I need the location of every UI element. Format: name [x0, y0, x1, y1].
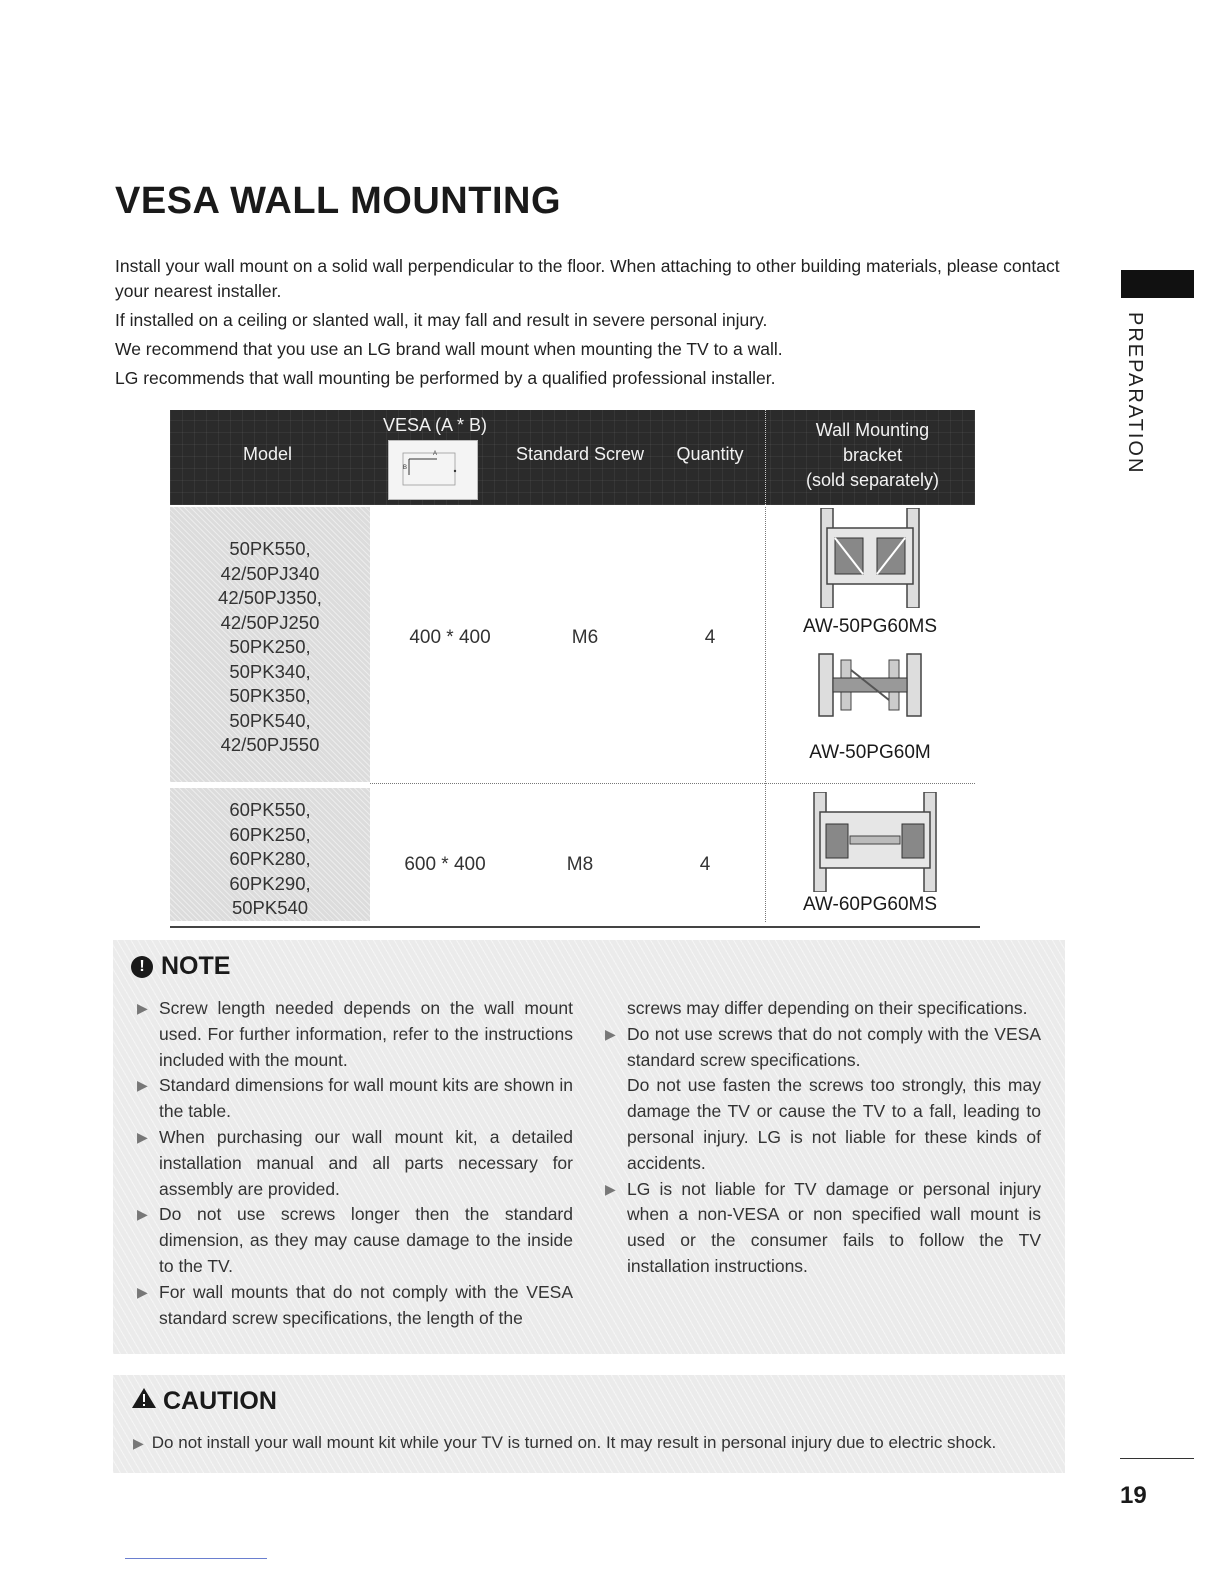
caution-title: CAUTION	[163, 1387, 277, 1415]
bracket-model: AW-50PG60M	[809, 742, 931, 763]
header-divider	[765, 410, 766, 505]
header-bracket	[790, 418, 955, 493]
model-name: 50PK350,	[229, 685, 311, 706]
table-bottom-rule	[170, 926, 980, 928]
intro-paragraph: LG recommends that wall mounting be performed by a qualified professional installer.	[115, 368, 776, 388]
footer-line	[125, 1558, 267, 1559]
screw-cell: M8	[566, 854, 594, 875]
model-list-cell	[170, 507, 370, 782]
model-name: 60PK280,	[229, 848, 311, 869]
arrow-right-icon: ▶	[137, 1000, 148, 1016]
caution-item: ▶ Do not install your wall mount kit while your TV is turned on. It may result in personal injury due to electric shock.	[133, 1433, 997, 1452]
model-name: 42/50PJ550	[220, 734, 320, 755]
quantity-cell: 4	[699, 854, 711, 875]
arrow-right-icon: ▶	[605, 1180, 616, 1197]
note-title: NOTE	[161, 952, 231, 980]
model-name: 50PK540	[231, 897, 309, 918]
vesa-diagram-icon	[388, 440, 478, 500]
model-name: 50PK540,	[229, 709, 311, 731]
header-vesa: VESA (A * B)	[382, 415, 488, 435]
header-bracket-line: bracket	[842, 445, 903, 465]
model-name: 50PK340,	[229, 660, 311, 682]
note-item: ▶ Screw length needed depends on the wall mount used. For further information, refer to the instructions included with the mount.	[137, 998, 573, 1070]
page-title: VESA WALL MOUNTING	[115, 180, 561, 222]
caution-box	[113, 1375, 1065, 1473]
row-divider	[370, 783, 975, 784]
note-item: ▶ Do not use screws longer then the standard dimension, as they may cause damage to the inside to the TV.	[137, 1204, 573, 1276]
column-divider	[765, 507, 766, 922]
model-list-cell	[170, 788, 370, 921]
screw-cell: M6	[571, 627, 599, 648]
note-item: ▶ Standard dimensions for wall mount kits are shown in the table.	[137, 1075, 573, 1122]
header-quantity: Quantity	[676, 444, 744, 464]
model-name: 60PK250,	[229, 823, 311, 845]
intro-paragraph: If installed on a ceiling or slanted wall, it may fall and result in severe personal injury.	[115, 310, 768, 330]
bracket-illustration	[815, 650, 925, 725]
header-model: Model	[242, 444, 293, 464]
page-number: 19	[1120, 1482, 1147, 1509]
svg-text:A: A	[433, 451, 438, 457]
quantity-cell: 4	[704, 627, 716, 648]
bracket-illustration	[810, 792, 940, 897]
arrow-right-icon: ▶	[133, 1435, 144, 1451]
vesa-table	[170, 410, 975, 930]
intro-paragraph: Install your wall mount on a solid wall perpendicular to the floor. When attaching to other building materials, please contact your nearest installer.	[115, 256, 1060, 301]
note-continuation: screws may differ depending on their specifications.	[627, 998, 1028, 1018]
model-name: 42/50PJ250	[220, 611, 320, 633]
bracket-model: AW-60PG60MS	[802, 894, 938, 915]
model-name: 50PK250,	[229, 636, 311, 657]
model-name: 60PK290,	[229, 872, 311, 894]
note-item: ▶ LG is not liable for TV damage or personal injury when a non-VESA or non specified wall mount is used or the consumer fails to follow the TV installation instructions.	[605, 1178, 1041, 1276]
bracket-illustration	[815, 508, 925, 613]
svg-text:B: B	[403, 465, 408, 471]
arrow-right-icon: ▶	[137, 1077, 148, 1094]
note-heading	[131, 952, 230, 981]
table-header	[170, 410, 975, 505]
note-item: ▶ Do not use screws that do not comply with the VESA standard screw specifications.	[605, 1023, 1041, 1070]
warning-triangle-icon	[131, 1387, 157, 1416]
note-column-left	[133, 996, 573, 1331]
header-standard-screw: Standard Screw	[515, 444, 645, 464]
intro-paragraph: We recommend that you use an LG brand wall mount when mounting the TV to a wall.	[115, 339, 783, 359]
section-tab-marker	[1121, 270, 1194, 298]
arrow-right-icon: ▶	[137, 1128, 148, 1145]
header-bracket-line: (sold separately)	[805, 470, 940, 490]
info-icon: !	[131, 956, 153, 978]
arrow-right-icon: ▶	[137, 1206, 148, 1223]
note-item: ▶ When purchasing our wall mount kit, a detailed installation manual and all parts necessary for assembly are provided.	[137, 1126, 573, 1199]
section-tab-label: PREPARATION	[1124, 312, 1146, 475]
header-bracket-line: Wall Mounting	[815, 420, 930, 440]
arrow-right-icon: ▶	[137, 1283, 148, 1300]
arrow-right-icon: ▶	[605, 1025, 616, 1042]
intro-text	[115, 254, 1075, 395]
model-name: 42/50PJ340	[220, 562, 320, 584]
vesa-size-cell: 600 * 400	[404, 854, 486, 875]
vesa-size-cell: 400 * 400	[409, 627, 491, 648]
caution-heading	[131, 1387, 277, 1416]
note-paragraph: Do not use fasten the screws too strongly, this may damage the TV or cause the TV to a fall, leading to personal injury. LG is not liable for these kinds of accidents.	[627, 1075, 1041, 1173]
bracket-model: AW-50PG60MS	[802, 616, 938, 637]
page-rule	[1120, 1458, 1194, 1459]
model-name: 42/50PJ350,	[218, 587, 322, 608]
note-column-right	[601, 996, 1041, 1280]
model-name: 60PK550,	[229, 799, 311, 820]
note-item: ▶ For wall mounts that do not comply with the VESA standard screw specifications, the length of the	[137, 1281, 573, 1328]
model-name: 50PK550,	[229, 538, 311, 559]
note-box	[113, 940, 1065, 1354]
